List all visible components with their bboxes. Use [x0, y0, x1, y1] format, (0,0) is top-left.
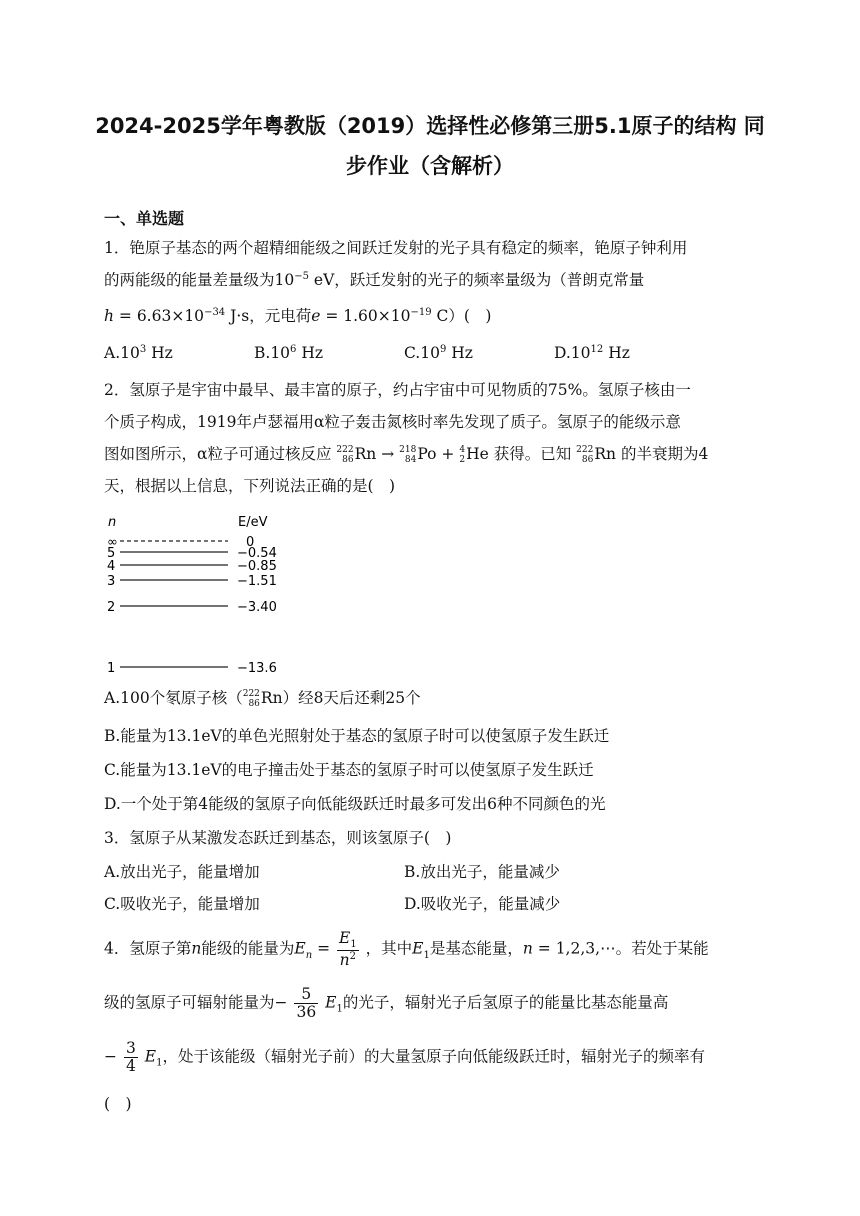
q1-option-a[interactable]: $A.10^3$ Hz: [104, 344, 173, 363]
diagram-n-label: n: [108, 515, 117, 530]
polonium-nuclide: 218 84 Po: [399, 445, 437, 465]
q4-line-1: 4．氢原子第n能级的能量为$E_n$ = $\frac{E_1}{n^2}$ ，其中$E_1$是基态能量，n = 1,2,3,⋯。若处于某能: [104, 929, 709, 970]
q2-option-d[interactable]: D.一个处于第4能级的氢原子向低能级跃迁时最多可发出6种不同颜色的光: [104, 795, 606, 813]
q4-line-3: − $\frac{3}{4}$ $E_1$，处于该能级（辐射光子前）的大量氢原子向低能级跃迁时，辐射光子的频率有: [104, 1039, 705, 1076]
q4-fraction-5-36: $\frac{5}{36}$: [296, 985, 317, 1022]
q1-line-3: $h = 6.63\times 10^{-34}$ J·s，元电荷$e = 1.60\times 10^{-19}$ C）( ): [104, 306, 492, 325]
q2-line-3: 图如图所示，α粒子可通过核反应 222 86 Rn → 218 84 Po + 4 2 He 获得。已知 222 86 Rn 的半衰期为4: [104, 445, 709, 465]
q1-line-2: 的两能级的能量差量级为$10^{-5}$ eV，跃迁发射的光子的频率量级为（普朗克常量: [104, 270, 645, 289]
title-line-2: 步作业（含解析）: [346, 154, 514, 178]
energy-level-e-label: 0: [246, 535, 255, 550]
title-line-1: 2024-2025学年粤教版（2019）选择性必修第三册5.1原子的结构 同: [95, 114, 765, 138]
energy-level-diagram: [100, 510, 300, 682]
q3-option-b[interactable]: B.放出光子，能量减少: [404, 863, 560, 881]
q4-fraction-3-4: $\frac{3}{4}$: [125, 1039, 136, 1076]
energy-level-n-label: 1: [107, 661, 116, 676]
q3-option-a[interactable]: A.放出光子，能量增加: [104, 863, 260, 881]
q1-line-1: 1．铯原子基态的两个超精细能级之间跃迁发射的光子具有稳定的频率，铯原子钟利用: [104, 239, 688, 257]
energy-level-n-label: 4: [107, 559, 116, 574]
diagram-e-label: E/eV: [238, 515, 268, 530]
q4-line-2: 级的氢原子可辐射能量为− $\frac{5}{36}$ $E_1$的光子，辐射光子后氢原子的能量比基态能量高: [104, 985, 669, 1022]
q2-option-c[interactable]: C.能量为13.1eV的电子撞击处于基态的氢原子时可以使氢原子发生跃迁: [104, 761, 594, 779]
q2-line-1: 2．氢原子是宇宙中最早、最丰富的原子，约占宇宙中可见物质的75%。氢原子核由一: [104, 381, 691, 399]
energy-level-e-label: −0.85: [237, 559, 277, 574]
q2-option-a[interactable]: A.100个氡原子核（ 222 86 Rn）经8天后还剩25个: [104, 689, 421, 709]
q2-line-4: 天，根据以上信息，下列说法正确的是( ): [104, 477, 396, 495]
q4-fraction-en: $\frac{E_1}{n^2}$: [339, 929, 357, 970]
q2-option-b[interactable]: B.能量为13.1eV的单色光照射处于基态的氢原子时可以使氢原子发生跃迁: [104, 727, 610, 745]
energy-level-e-label: −0.54: [237, 546, 277, 561]
q3-option-c[interactable]: C.吸收光子，能量增加: [104, 895, 260, 913]
q3-option-d[interactable]: D.吸收光子，能量减少: [404, 895, 561, 913]
energy-level-n-label: 2: [107, 600, 116, 615]
helium-nuclide: 4 2 He: [459, 445, 489, 465]
energy-level-e-label: −3.40: [237, 600, 277, 615]
q1-option-d[interactable]: $D.10^{12}$ Hz: [554, 344, 630, 363]
section-heading: 一、单选题: [104, 209, 185, 228]
energy-level-e-label: −13.6: [237, 661, 277, 676]
radon-nuclide-2: 222 86 Rn: [576, 445, 616, 465]
energy-level-n-label: 5: [107, 546, 116, 561]
q1-option-b[interactable]: $B.10^6$ Hz: [254, 344, 324, 363]
energy-level-n-label: ∞: [107, 535, 118, 550]
document-title: [80, 106, 780, 186]
q4-line-4: ( ): [104, 1095, 132, 1113]
q1-option-c[interactable]: $C.10^9$ Hz: [404, 344, 473, 363]
energy-level-e-label: −1.51: [237, 574, 277, 589]
radon-nuclide: 222 86 Rn: [336, 445, 377, 465]
q3-stem: 3．氢原子从某激发态跃迁到基态，则该氢原子( ): [104, 829, 452, 847]
energy-level-n-label: 3: [107, 574, 116, 589]
q2-line-2: 个质子构成，1919年卢瑟福用α粒子轰击氮核时率先发现了质子。氢原子的能级示意: [104, 413, 681, 431]
